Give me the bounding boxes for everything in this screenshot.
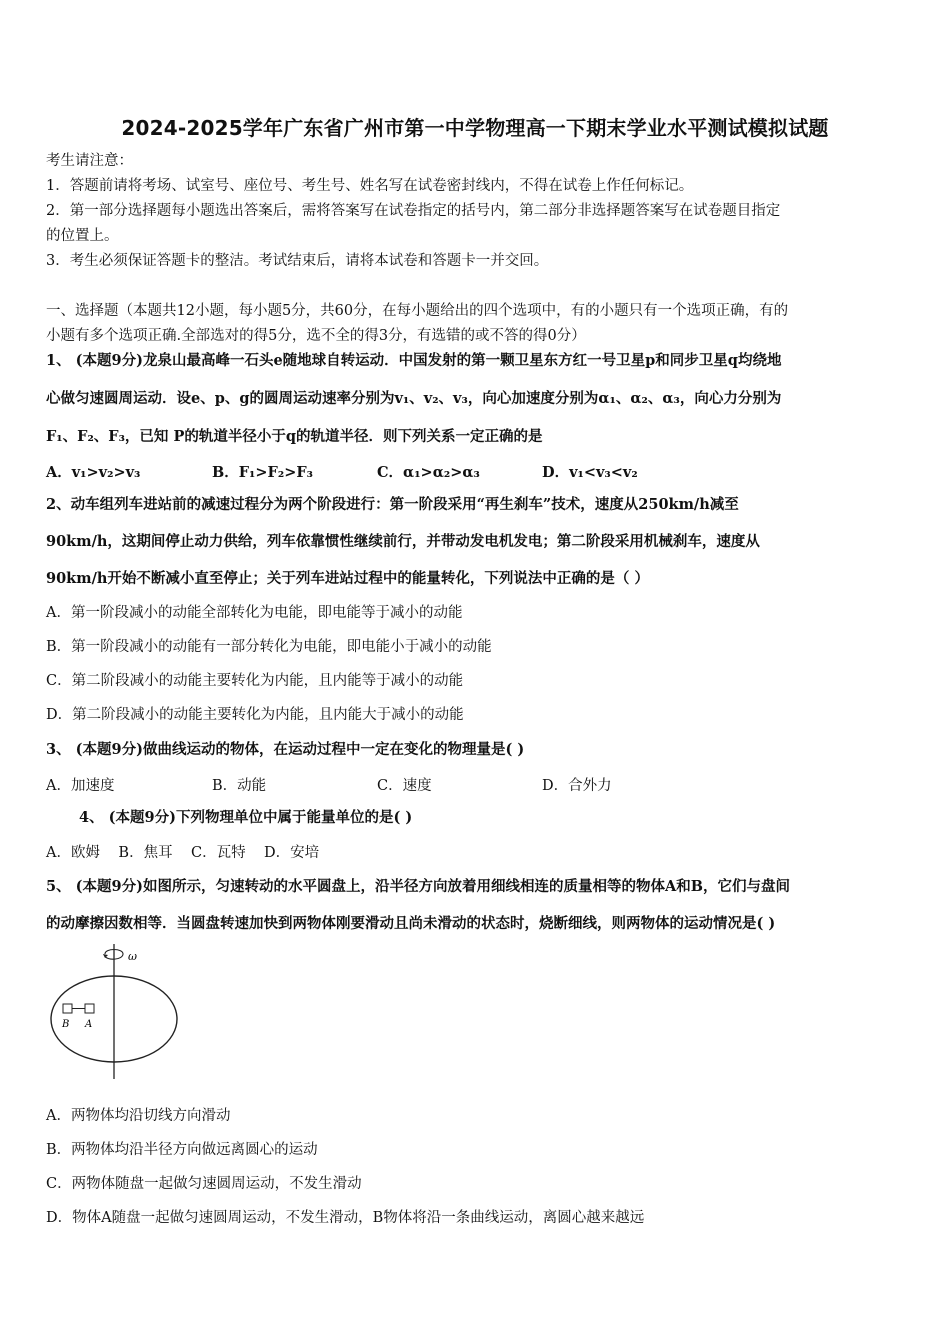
q3-option-d: D．合外力: [542, 778, 612, 794]
notice-item: 的位置上。: [46, 228, 119, 244]
q1-options: [46, 461, 911, 481]
q1-option-d: D．v₁<v₃<v₂: [542, 464, 638, 481]
section-heading-cont: 小题有多个选项正确.全部选对的得5分，选不全的得3分，有选错的或不答的得0分）: [46, 328, 586, 344]
q2-stem: 90km/h，这期间停止动力供给，列车依靠惯性继续前行，并带动发电机发电；第二阶段采用机械刹车，速度从: [46, 533, 760, 550]
q4-options: A．欧姆 B．焦耳 C．瓦特 D．安培: [46, 845, 320, 861]
q1-option-c: C．α₁>α₂>α₃: [377, 464, 480, 481]
q3-option-a: A．加速度: [46, 778, 115, 794]
notice-heading: 考生请注意：: [46, 153, 133, 169]
q2-stem: 90km/h开始不断减小直至停止；关于列车进站过程中的能量转化，下列说法中正确的是（ ）: [46, 570, 649, 587]
q1-stem: 1、 (本题9分)龙泉山最高峰一石头e随地球自转运动．中国发射的第一颗卫星东方红一号卫星p和同步卫星q均绕地: [46, 352, 782, 369]
q1-option-b: B．F₁>F₂>F₃: [212, 464, 313, 481]
block-b: [63, 1004, 72, 1013]
q2-option: C．第二阶段减小的动能主要转化为内能，且内能等于减小的动能: [46, 673, 464, 689]
q5-stem: 的动摩擦因数相等．当圆盘转速加快到两物体刚要滑动且尚未滑动的状态时，烧断细线，则两物体的运动情况是( ): [46, 915, 776, 932]
notice-item: 1．答题前请将考场、试室号、座位号、考生号、姓名写在试卷密封线内，不得在试卷上作任何标记。: [46, 178, 694, 194]
arrowhead-icon: [103, 954, 108, 958]
q2-option: A．第一阶段减小的动能全部转化为电能，即电能等于减小的动能: [46, 605, 463, 621]
q4-stem: 4、 (本题9分)下列物理单位中属于能量单位的是( ): [79, 809, 413, 826]
label-b: B: [62, 1019, 70, 1030]
q5-option: D．物体A随盘一起做匀速圆周运动，不发生滑动，B物体将沿一条曲线运动，离圆心越来越远: [46, 1210, 645, 1226]
q2-option: B．第一阶段减小的动能有一部分转化为电能，即电能小于减小的动能: [46, 639, 492, 655]
q3-option-c: C．速度: [377, 778, 432, 794]
q5-option: A．两物体均沿切线方向滑动: [46, 1108, 231, 1124]
q3-stem: 3、 (本题9分)做曲线运动的物体，在运动过程中一定在变化的物理量是( ): [46, 741, 525, 758]
notice-item: 2．第一部分选择题每小题选出答案后，需将答案写在试卷指定的括号内，第二部分非选择题答案写在试卷题目指定: [46, 203, 781, 219]
q2-option: D．第二阶段减小的动能主要转化为内能，且内能大于减小的动能: [46, 707, 464, 723]
q3-option-b: B．动能: [212, 778, 267, 794]
notice-item: 3．考生必须保证答题卡的整洁。考试结束后，请将本试卷和答题卡一并交回。: [46, 253, 549, 269]
q3-options: [46, 774, 911, 794]
block-a: [85, 1004, 94, 1013]
q1-stem: F₁、F₂、F₃，已知 P的轨道半径小于q的轨道半径．则下列关系一定正确的是: [46, 428, 543, 445]
q5-option: C．两物体随盘一起做匀速圆周运动，不发生滑动: [46, 1176, 362, 1192]
rotating-disk-figure: [45, 942, 185, 1082]
q5-stem: 5、 (本题9分)如图所示，匀速转动的水平圆盘上，沿半径方向放着用细线相连的质量相等的物体A和B，它们与盘间: [46, 878, 790, 895]
q5-option: B．两物体均沿半径方向做远离圆心的运动: [46, 1142, 318, 1158]
label-a: A: [85, 1019, 93, 1030]
q2-stem: 2、动车组列车进站前的减速过程分为两个阶段进行：第一阶段采用“再生刹车”技术，速度从250km/h减至: [46, 496, 739, 513]
section-heading: 一、选择题（本题共12小题，每小题5分，共60分，在每小题给出的四个选项中，有的小题只有一个选项正确，有的: [46, 303, 789, 319]
q1-option-a: A．v₁>v₂>v₃: [46, 464, 141, 481]
q1-stem: 心做匀速圆周运动．设e、p、g的圆周运动速率分别为v₁、v₂、v₃，向心加速度分别为α₁、α₂、α₃，向心力分别为: [46, 390, 782, 407]
page-title: 2024-2025学年广东省广州市第一中学物理高一下期末学业水平测试模拟试题: [121, 116, 829, 140]
omega-label: ω: [128, 950, 137, 963]
